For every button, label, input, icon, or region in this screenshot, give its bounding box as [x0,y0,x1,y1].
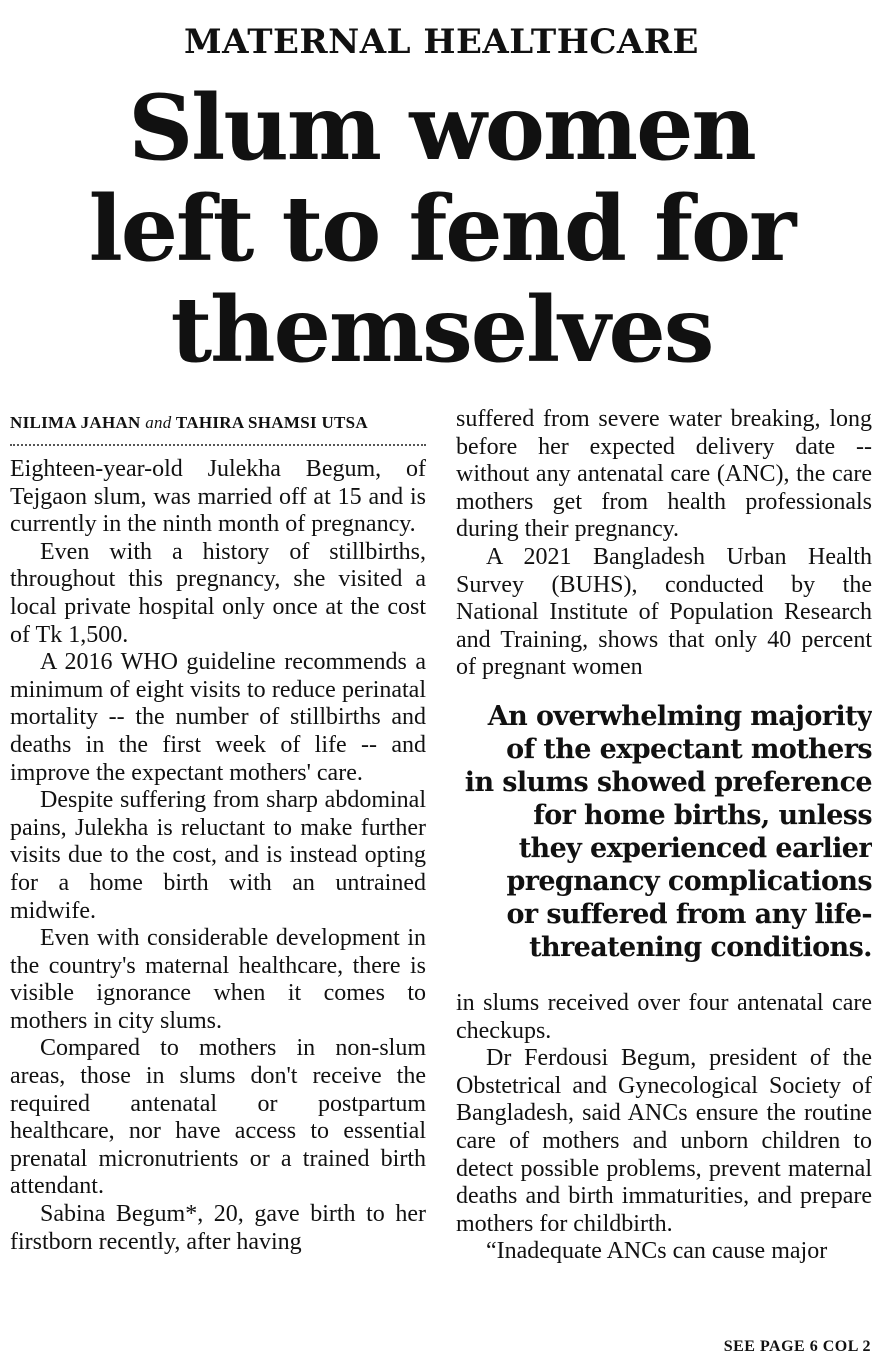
pull-quote-line: of the expectant mothers [506,733,872,765]
paragraph: Despite suffering from sharp abdominal pains, Julekha is reluctant to make further visits due to the cost, and is instead opting for a home birth with an untrained midwife. [10,787,426,924]
headline-line-1: Slum women [128,75,755,181]
article-column-2 [456,406,872,1356]
pull-quote-line: or suffered from any life- [506,898,872,930]
paragraph: A 2021 Bangladesh Urban Health Survey (BUHS), conducted by the National Institute of Population Research and Training, shows that only 40 percent of pregnant women [456,543,872,681]
paragraph: Sabina Begum*, 20, gave birth to her firstborn recently, after having [10,1201,426,1255]
jump-line: SEE PAGE 6 COL 2 [723,1338,871,1355]
section-kicker: MATERNAL HEALTHCARE [184,22,699,62]
byline-connector: and [145,413,172,432]
pull-quote-line: An overwhelming majority [487,700,872,732]
pull-quote-line: threatening conditions. [529,931,872,963]
byline [10,410,426,434]
paragraph: Dr Ferdousi Begum, president of the Obstetrical and Gynecological Society of Bangladesh, said ANCs ensure the routine care of mothers and unborn children to detect possible problems, prevent maternal deaths and birth immaturities, and prepare mothers for childbirth. [456,1045,872,1237]
paragraph-continuation: suffered from severe water breaking, long before her expected delivery date -- without any antenatal care (ANC), the care mothers get from health professionals during their pregnancy. [456,406,872,543]
paragraph: Eighteen-year-old Julekha Begum, of Tejgaon slum, was married off at 15 and is currently in the ninth month of pregnancy. [10,456,426,538]
paragraph: Even with considerable development in the country's maternal healthcare, there is visible ignorance when it comes to mothers in city slums. [10,925,426,1034]
byline-divider [10,444,426,446]
pull-quote-line: in slums showed preference [464,766,872,798]
pull-quote [456,700,872,964]
headline-line-3: themselves [170,277,713,383]
paragraph-continuation: in slums received over four antenatal care checkups. [456,989,872,1044]
headline-line-2: left to fend for [88,176,795,282]
author-1: NILIMA JAHAN [10,413,141,432]
paragraph: Even with a history of stillbirths, throughout this pregnancy, she visited a local private hospital only once at the cost of Tk 1,500. [10,538,426,648]
article-column-1 [10,410,426,1360]
paragraph: A 2016 WHO guideline recommends a minimum of eight visits to reduce perinatal mortality -- the number of stillbirths and deaths in the first week of life -- and improve the expectant mothers' care. [10,649,426,786]
pull-quote-line: they experienced earlier [518,832,872,864]
paragraph: “Inadequate ANCs can cause major [486,1238,828,1265]
author-2: TAHIRA SHAMSI UTSA [175,413,368,432]
pull-quote-line: pregnancy complications [506,865,872,897]
headline [0,75,883,383]
pull-quote-line: for home births, unless [533,799,872,831]
paragraph: Compared to mothers in non-slum areas, those in slums don't receive the required antenatal or postpartum healthcare, nor have access to essential prenatal micronutrients or a trained birth attendant. [10,1035,426,1200]
